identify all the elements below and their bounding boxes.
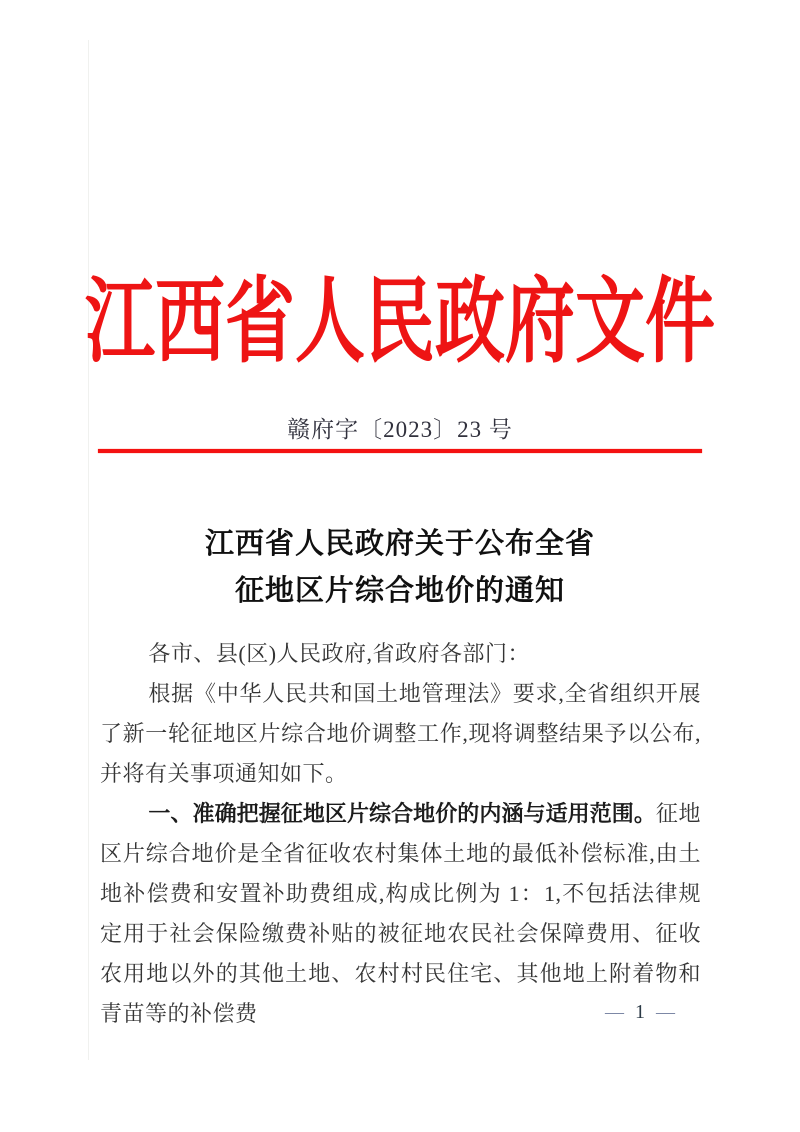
notice-title	[0, 521, 800, 615]
page-number-dash-left: —	[605, 1002, 624, 1023]
document-number: 赣府字〔2023〕23 号	[287, 417, 513, 442]
page-number-dash-right: —	[656, 1002, 675, 1023]
intro-paragraph: 根据《中华人民共和国土地管理法》要求,全省组织开展了新一轮征地区片综合地价调整工作,现将调整结果予以公布,并将有关事项通知如下。	[100, 681, 701, 786]
page-number	[572, 1001, 708, 1024]
notice-title-line-1: 江西省人民政府关于公布全省	[204, 528, 595, 560]
notice-title-line-2: 征地区片综合地价的通知	[234, 575, 565, 607]
section-1-text: 征地区片综合地价是全省征收农村集体土地的最低补偿标准,由土地补偿费和安置补助费组成,构成比例为 1：1,不包括法律规定用于社会保险缴费补贴的被征地农民社会保障费用、征收农用地以外的其他土地、农村村民住宅、其他地上附着物和青苗等的补偿费	[100, 801, 701, 1026]
masthead-title: 江西省人民政府文件	[85, 272, 715, 375]
red-separator-line	[98, 449, 702, 453]
document-body	[100, 634, 701, 1034]
section-1-heading: 一、准确把握征地区片综合地价的内涵与适用范围。	[148, 801, 656, 826]
section-1-paragraph	[100, 794, 701, 1034]
page-number-value: 1	[635, 1001, 645, 1023]
salutation: 各市、县(区)人民政府,省政府各部门：	[148, 641, 531, 666]
